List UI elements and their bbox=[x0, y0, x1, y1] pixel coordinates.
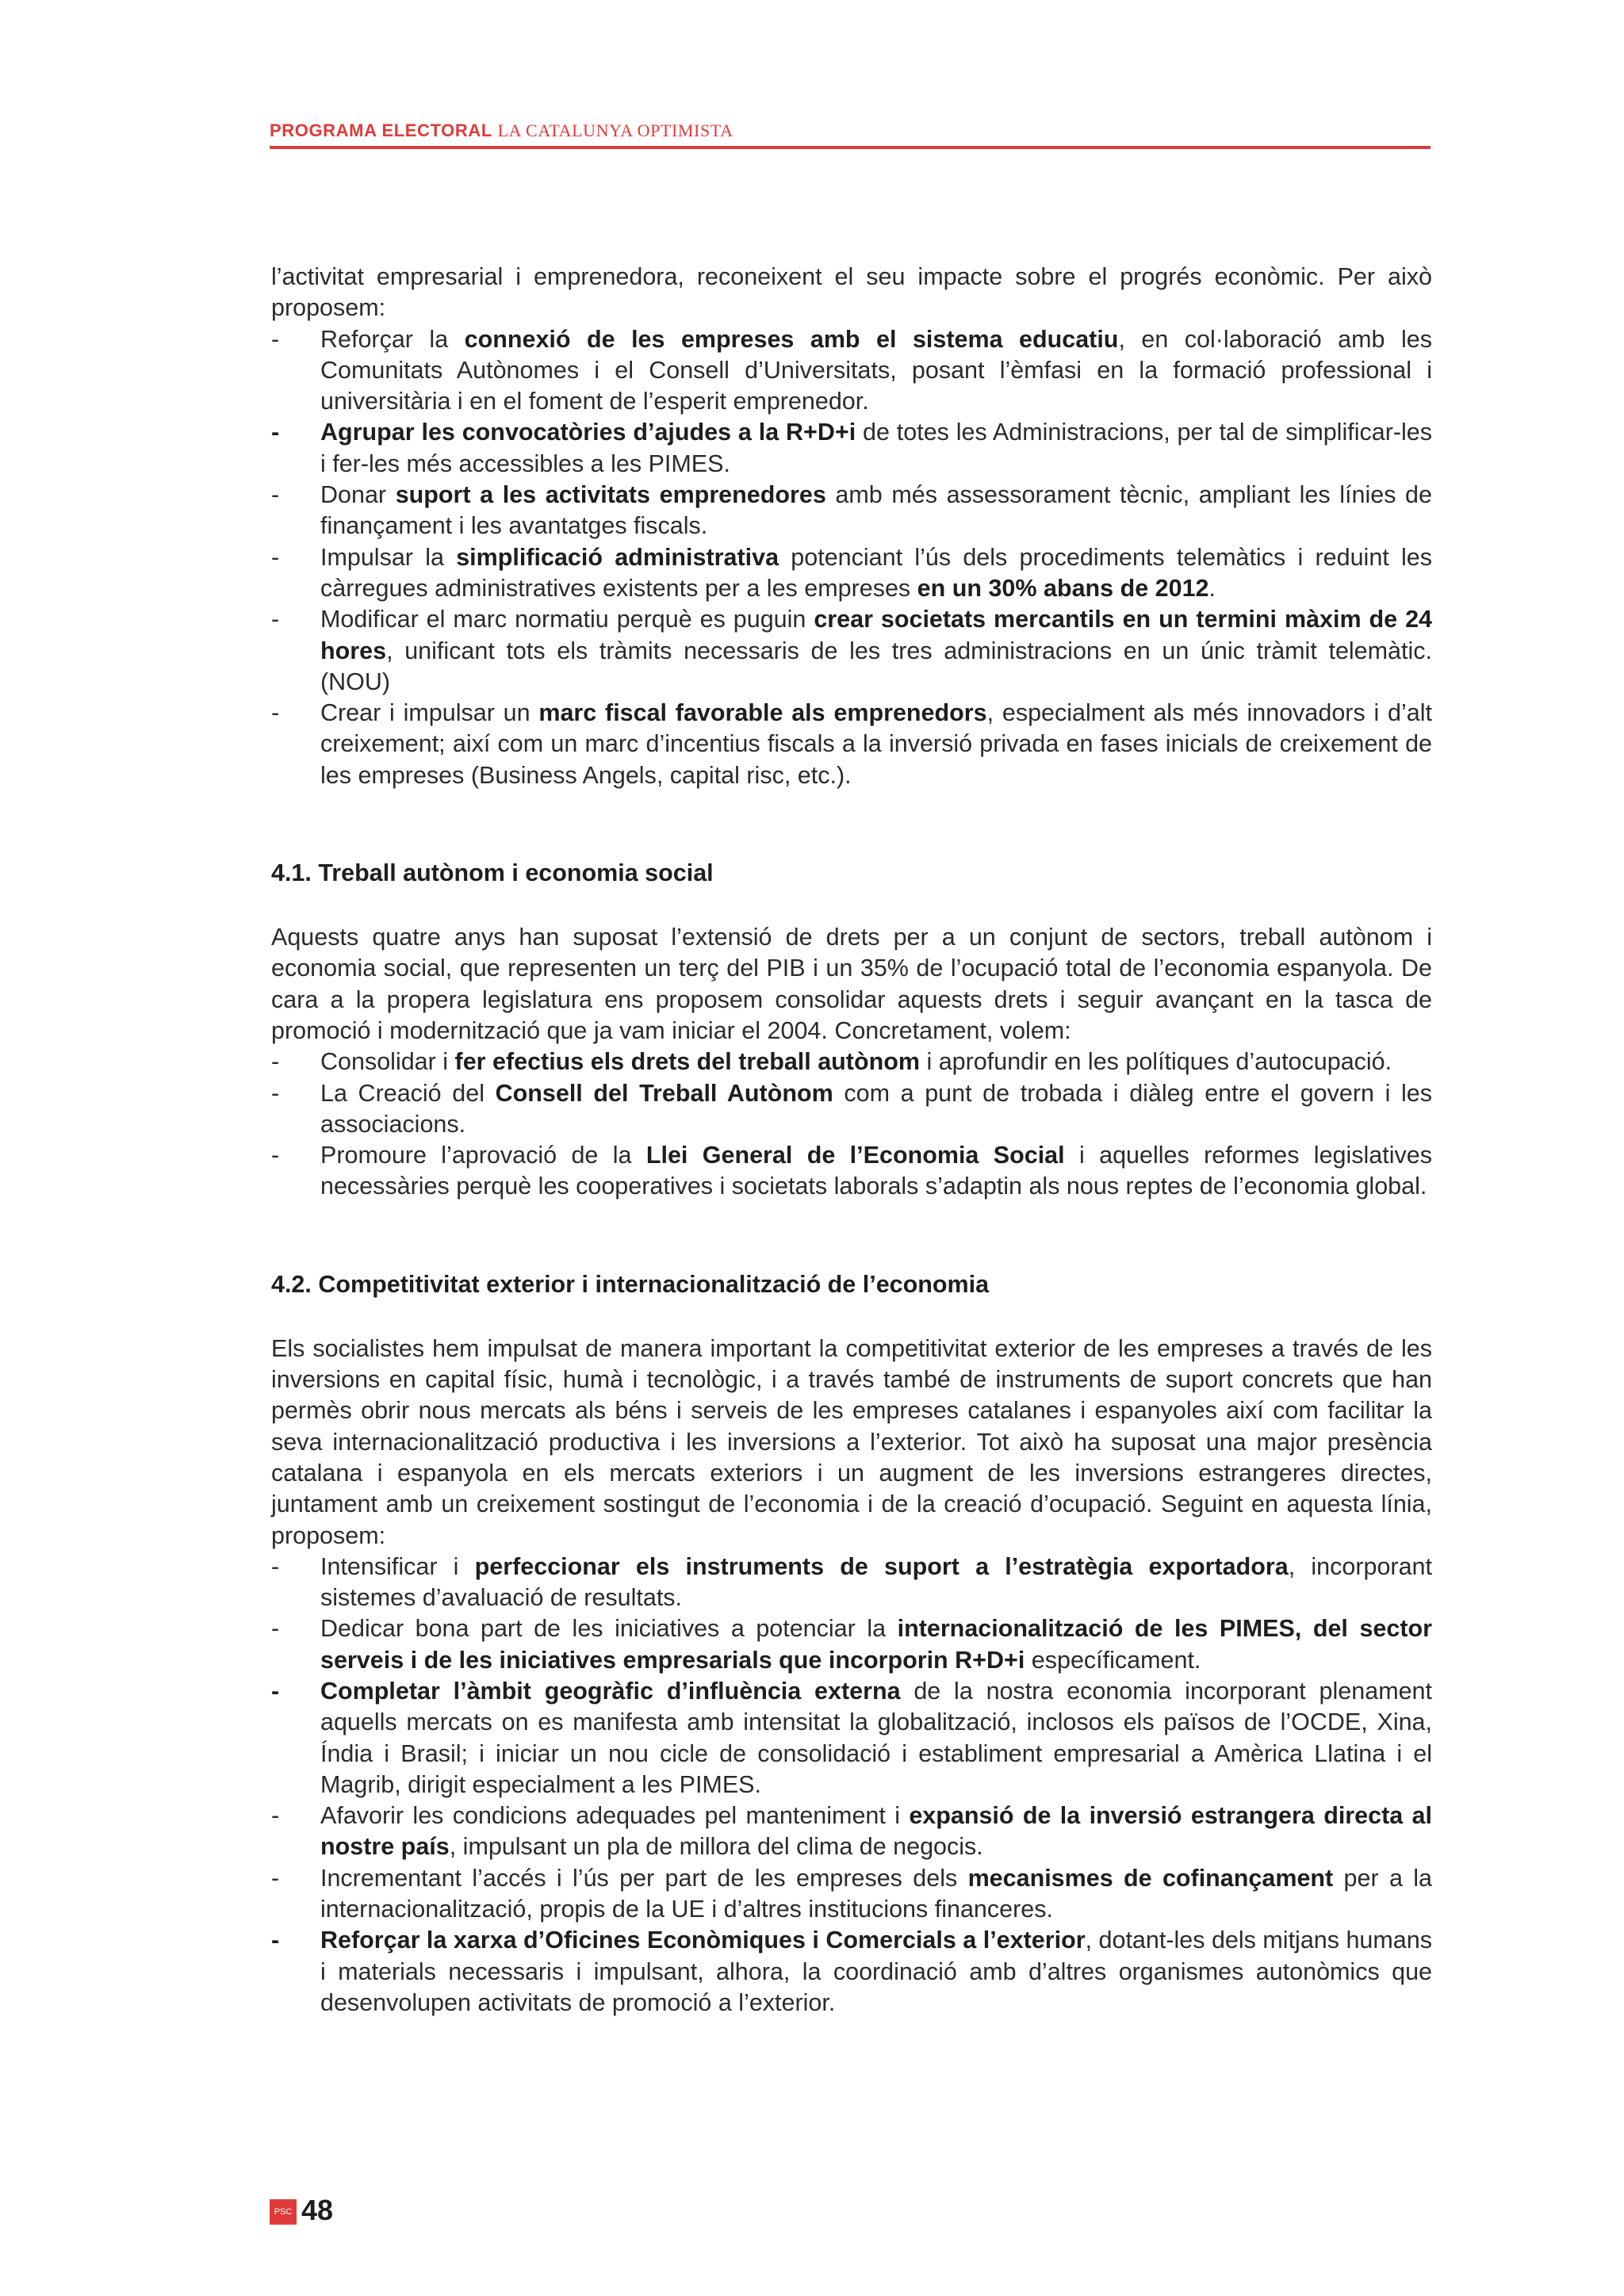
list-item: - Consolidar i fer efectius els drets del treball autònom i aprofundir en les polítiques d’autocupació. bbox=[271, 1048, 1392, 1076]
section-paragraph: Aquests quatre anys han suposat l’extensió de drets per a un conjunt de sectors, treball autònom i economia social, que representen un terç del PIB i un 35% de l’ocupació total de l’economia espanyola. De cara a la propera legislatura ens proposem consolidar aquests drets i seguir avançant en la tasca de promoció i modernització que ja vam iniciar el 2004. Concretament, volem: bbox=[271, 924, 1432, 1044]
page-header bbox=[270, 119, 1431, 149]
list-item: - La Creació del Consell del Treball Autònom com a punt de trobada i diàleg entre el govern i les associacions. bbox=[271, 1079, 1432, 1138]
proposals-list bbox=[271, 324, 1432, 791]
section-heading: 4.2. Competitivitat exterior i internacionalització de l’economia bbox=[271, 1270, 990, 1298]
section-list bbox=[271, 1047, 1432, 1202]
header-subtitle: LA CATALUNYA OPTIMISTA bbox=[497, 121, 733, 140]
header-text bbox=[270, 119, 1431, 143]
page-number: 48 bbox=[301, 2194, 334, 2226]
psc-logo: PSC bbox=[270, 2199, 297, 2225]
document-body bbox=[271, 262, 1432, 2019]
section-list bbox=[271, 1552, 1432, 2019]
list-item: - Agrupar les convocatòries d’ajudes a la R+D+i de totes les Administracions, per tal de simplificar-les i fer-les més accessibles a les PIMES. bbox=[271, 419, 1433, 477]
list-item: - Promoure l’aprovació de la Llei General de l’Economia Social i aquelles reformes legislatives necessàries perquè les cooperatives i societats laborals s’adaptin als nous reptes de l’economia global. bbox=[271, 1142, 1432, 1200]
list-item: - Modificar el marc normatiu perquè es puguin crear societats mercantils en un termini màxim de 24 hores, unificant tots els tràmits necessaris de les tres administracions en un únic tràmit telemàtic. (NOU) bbox=[271, 606, 1433, 695]
list-item: - Crear i impulsar un marc fiscal favorable als emprenedors, especialment als més innovadors i d’alt creixement; així com un marc d’incentius fiscals a la inversió privada en fases inicials de creixement de les empreses (Business Angels, capital risc, etc.). bbox=[271, 699, 1433, 789]
header-program: PROGRAMA ELECTORAL bbox=[270, 121, 492, 140]
list-item: - Reforçar la xarxa d’Oficines Econòmiques i Comercials a l’exterior, dotant-les dels mitjans humans i materials necessaris i impulsant, alhora, la coordinació amb d’altres organismes autonòmics que desenvolupen activitats de promoció a l’exterior. bbox=[271, 1927, 1432, 2016]
page-footer bbox=[270, 2191, 333, 2225]
intro-paragraph: l’activitat empresarial i emprenedora, reconeixent el seu impacte sobre el progrés econòmic. Per això proposem: bbox=[271, 263, 1432, 322]
list-item: - Donar suport a les activitats emprenedores amb més assessorament tècnic, ampliant les línies de finançament i les avantatges fiscals. bbox=[271, 481, 1432, 540]
list-item: - Impulsar la simplificació administrativa potenciant l’ús dels procediments telemàtics i reduint les càrregues administratives existents per a les empreses en un 30% abans de 2012. bbox=[271, 543, 1433, 602]
list-item: - Intensificar i perfeccionar els instruments de suport a l’estratègia exportadora, incorporant sistemes d’avaluació de resultats. bbox=[271, 1552, 1432, 1612]
list-item: - Afavorir les condicions adequades pel manteniment i expansió de la inversió estrangera directa al nostre país, impulsant un pla de millora del clima de negocis. bbox=[271, 1802, 1432, 1861]
list-item: - Completar l’àmbit geogràfic d’influència externa de la nostra economia incorporant plenament aquells mercats on es manifesta amb intensitat la globalització, inclosos els països de l’OCDE, Xina, Índia i Brasil; i iniciar un nou cicle de consolidació i establiment empresarial a Amèrica Llatina i el Magrib, dirigit especialment a les PIMES. bbox=[271, 1677, 1432, 1798]
list-item: - Dedicar bona part de les iniciatives a potenciar la internacionalització de les PIMES, del sector serveis i de les iniciatives empresarials que incorporin R+D+i específicament. bbox=[271, 1615, 1432, 1674]
section-heading: 4.1. Treball autònom i economia social bbox=[271, 859, 714, 887]
list-item: - Incrementant l’accés i l’ús per part de les empreses dels mecanismes de cofinançament per a la internacionalització, propis de la UE i d’altres institucions financeres. bbox=[271, 1864, 1432, 1923]
list-item: - Reforçar la connexió de les empreses amb el sistema educatiu, en col·laboració amb les Comunitats Autònomes i el Consell d’Universitats, posant l’èmfasi en la formació professional i universitària i en el foment de l’esperit emprenedor. bbox=[271, 325, 1432, 415]
section-paragraph: Els socialistes hem impulsat de manera important la competitivitat exterior de les empreses a través de les inversions en capital físic, humà i tecnològic, i a través també de instruments de suport concrets que han permès obrir nous mercats als béns i serveis de les empreses catalanes i espanyoles així com facilitar la seva internacionalització productiva i les inversions a l’exterior. Tot això ha suposat una major presència catalana i espanyola en els mercats exteriors i un augment de les inversions estrangeres directes, juntament amb un creixement sostingut de l’economia i de la creació d’ocupació. Seguint en aquesta línia, proposem: bbox=[271, 1334, 1432, 1549]
